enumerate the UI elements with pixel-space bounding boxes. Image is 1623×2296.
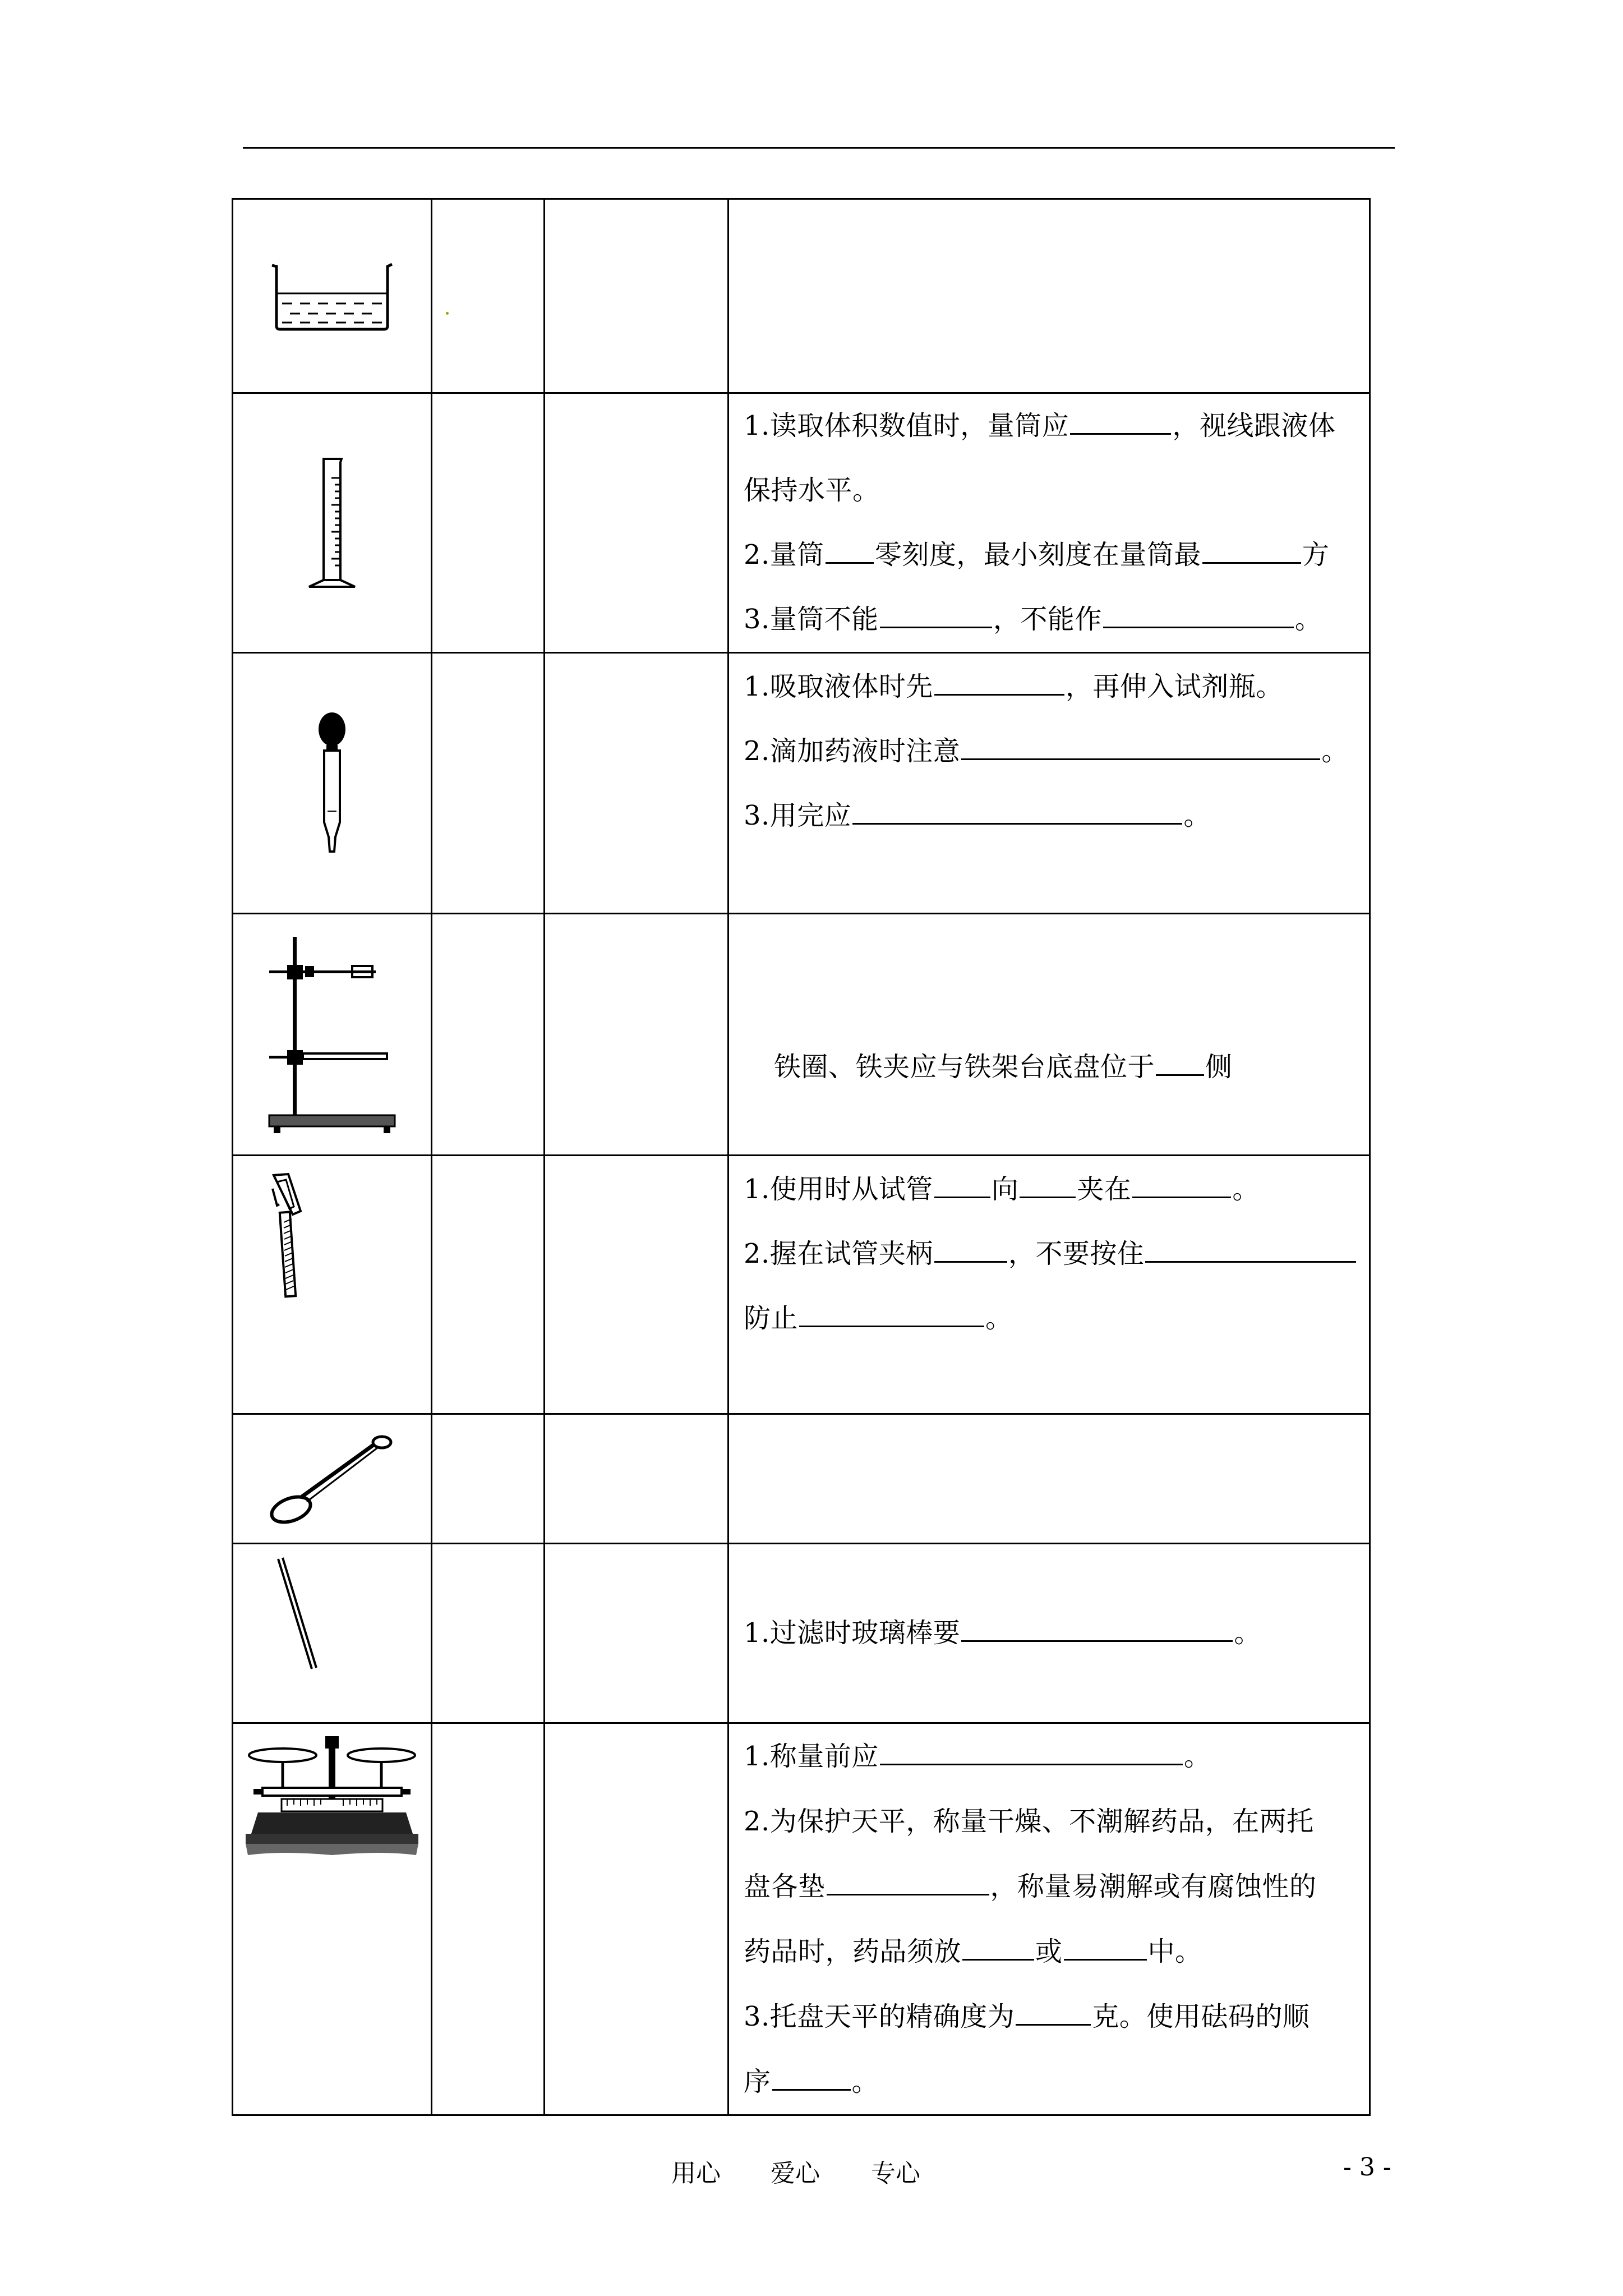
fill-blank[interactable] — [934, 1239, 1007, 1263]
table-row — [233, 914, 1370, 1156]
table-row — [233, 1156, 1370, 1414]
note-text: 2.量筒 — [744, 539, 824, 570]
note-text: ，视线跟液体 — [1172, 410, 1336, 441]
fill-blank[interactable] — [1016, 2001, 1091, 2026]
note-text: 。 — [985, 1303, 1013, 1334]
fill-blank[interactable] — [961, 736, 1320, 760]
fill-blank[interactable] — [799, 1303, 984, 1327]
note-text: 序 — [744, 2066, 771, 2097]
fill-blank[interactable] — [934, 671, 1064, 696]
name-cell — [432, 1544, 545, 1723]
note-text: 克。使用砝码的顺 — [1092, 2001, 1310, 2032]
note-text: 1.读取体积数值时，量筒应 — [744, 410, 1069, 441]
table-row — [233, 653, 1370, 914]
note-text: 。 — [851, 2066, 879, 2097]
notes-cell — [728, 199, 1370, 393]
medicine-spoon-icon — [268, 1431, 396, 1526]
usage-cell — [545, 199, 728, 393]
note-text: ，称量易潮解或有腐蚀性的 — [990, 1871, 1317, 1902]
note-text: 侧 — [1205, 1051, 1233, 1083]
table-row — [233, 1414, 1370, 1544]
note-text: 2.滴加药液时注意 — [744, 735, 961, 767]
balance-icon — [242, 1734, 422, 1863]
notes-cell — [728, 653, 1370, 914]
note-text: 中。 — [1147, 1936, 1202, 1967]
fill-blank[interactable] — [827, 1871, 989, 1895]
note-text: 。 — [1183, 1741, 1211, 1772]
note-text: 防止 — [744, 1303, 799, 1334]
notes-cell — [728, 393, 1370, 653]
fill-blank[interactable] — [880, 1741, 1183, 1765]
glass-rod-icon — [274, 1556, 330, 1673]
test-tube-holder-icon — [266, 1172, 311, 1301]
image-cell — [233, 653, 432, 914]
footer-motto-3: 专心 — [871, 2159, 920, 2188]
note-text: ，再伸入试剂瓶。 — [1065, 671, 1283, 702]
iron-stand-icon — [265, 933, 399, 1135]
fill-blank[interactable] — [880, 604, 992, 628]
fill-blank[interactable] — [962, 1936, 1034, 1961]
header-rule — [243, 147, 1395, 149]
fill-blank[interactable] — [1145, 1239, 1356, 1263]
note-text: 3.量筒不能 — [744, 604, 879, 635]
usage-cell — [545, 1723, 728, 2115]
name-cell — [432, 653, 545, 914]
notes-cell — [728, 914, 1370, 1156]
fill-blank[interactable] — [1070, 411, 1171, 435]
fill-blank[interactable] — [826, 540, 874, 564]
note-text: 1.称量前应 — [744, 1741, 879, 1772]
note-text: 。 — [1183, 800, 1211, 831]
note-text: 。 — [1321, 735, 1349, 767]
notes-cell — [728, 1544, 1370, 1723]
note-text: 或 — [1035, 1936, 1063, 1967]
fill-blank[interactable] — [1132, 1174, 1231, 1198]
fill-blank[interactable] — [1064, 1936, 1147, 1961]
fill-blank[interactable] — [934, 1174, 990, 1198]
beaker-icon — [268, 260, 396, 333]
fill-blank[interactable] — [1020, 1174, 1076, 1198]
usage-cell — [545, 1414, 728, 1544]
table-row — [233, 393, 1370, 653]
name-cell — [432, 1723, 545, 2115]
image-cell — [233, 393, 432, 653]
image-cell — [233, 1414, 432, 1544]
note-text: 2.握在试管夹柄 — [744, 1238, 933, 1269]
footer-motto-2: 爱心 — [771, 2159, 820, 2188]
note-text: 零刻度，最小刻度在量筒最 — [874, 539, 1201, 570]
usage-cell — [545, 1544, 728, 1723]
note-text: 药品时，药品须放 — [744, 1936, 962, 1967]
fill-blank[interactable] — [852, 800, 1182, 825]
image-cell — [233, 1723, 432, 2115]
note-text: 铁圈、铁夹应与铁架台底盘位于 — [774, 1051, 1155, 1083]
notes-cell — [728, 1156, 1370, 1414]
fill-blank[interactable] — [1156, 1052, 1204, 1076]
fill-blank[interactable] — [961, 1618, 1233, 1642]
dropper-icon — [310, 710, 354, 856]
image-cell — [233, 914, 432, 1156]
note-text: 2.为保护天平，称量干燥、不潮解药品，在两托 — [744, 1806, 1314, 1837]
apparatus-table — [232, 198, 1371, 2116]
usage-cell — [545, 653, 728, 914]
table-row — [233, 1544, 1370, 1723]
notes-cell — [728, 1723, 1370, 2115]
note-text: 盘各垫 — [744, 1871, 826, 1902]
note-text: ，不能作 — [993, 604, 1102, 635]
note-text: 1.过滤时玻璃棒要 — [744, 1617, 961, 1649]
image-cell — [233, 1156, 432, 1414]
name-cell — [432, 1156, 545, 1414]
note-text: ，不要按住 — [1008, 1238, 1145, 1269]
note-text: 夹在 — [1077, 1174, 1132, 1205]
note-text: 方 — [1302, 539, 1330, 570]
graduated-cylinder-icon — [301, 455, 363, 590]
fill-blank[interactable] — [1103, 604, 1294, 628]
footer-motto-1: 用心 — [671, 2159, 721, 2188]
note-text: 1.使用时从试管 — [744, 1174, 933, 1205]
name-cell — [432, 1414, 545, 1544]
page-number: - 3 - — [1343, 2153, 1391, 2182]
name-cell — [432, 199, 545, 393]
fill-blank[interactable] — [1202, 540, 1301, 564]
note-text: 1.吸取液体时先 — [744, 671, 933, 702]
name-cell — [432, 393, 545, 653]
table-row — [233, 199, 1370, 393]
usage-cell — [545, 1156, 728, 1414]
table-row — [233, 1723, 1370, 2115]
note-text: 。 — [1232, 1174, 1260, 1205]
note-text: 向 — [991, 1174, 1019, 1205]
notes-cell — [728, 1414, 1370, 1544]
note-text: 。 — [1234, 1617, 1261, 1649]
note-text: 。 — [1294, 604, 1322, 635]
usage-cell — [545, 914, 728, 1156]
note-text: 3.用完应 — [744, 800, 852, 831]
note-text: 保持水平。 — [744, 475, 880, 506]
image-cell — [233, 1544, 432, 1723]
name-cell — [432, 914, 545, 1156]
image-cell — [233, 199, 432, 393]
fill-blank[interactable] — [772, 2067, 851, 2091]
usage-cell — [545, 393, 728, 653]
note-text: 3.托盘天平的精确度为 — [744, 2001, 1015, 2032]
